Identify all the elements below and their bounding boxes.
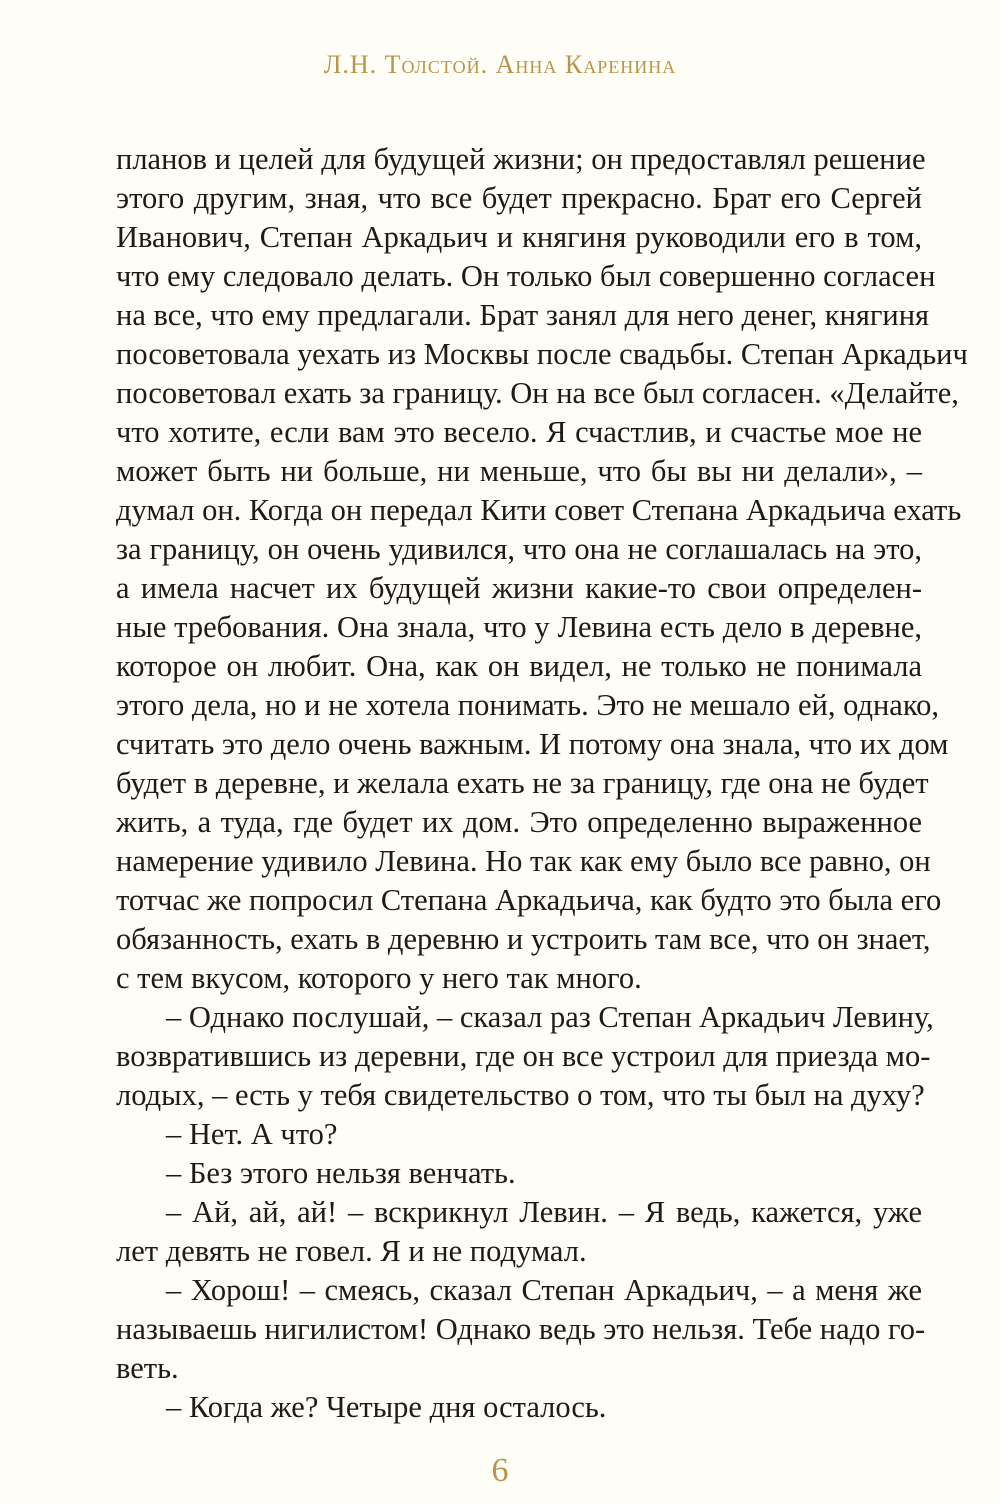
text-line: за границу, он очень удивился, что она не соглашалась на это, [116,532,922,566]
text-line: – Когда же? Четыре дня осталось. [166,1390,607,1424]
text-line: жить, а туда, где будет их дом. Это определенно выраженное [116,805,922,839]
text-line: лодых, – есть у тебя свидетельство о том, что ты был на духу? [116,1078,925,1112]
text-line: этого дела, но и не хотела понимать. Это не мешало ей, однако, [116,688,939,722]
body-text [116,140,968,1427]
text-line: – Без этого нельзя венчать. [166,1156,516,1190]
text-line: – Хорош! – смеясь, сказал Степан Аркадьич, – а меня же [166,1273,922,1307]
text-line: ные требования. Она знала, что у Левина есть дело в деревне, [116,610,922,644]
text-line: планов и целей для будущей жизни; он предоставлял решение [116,142,926,176]
text-line: посоветовал ехать за границу. Он на все был согласен. «Делайте, [116,376,959,410]
running-head: Л.Н. Толстой. Анна Каренина [323,50,677,79]
text-line: которое он любит. Она, как он видел, не только не понимала [116,649,922,683]
text-line: посоветовала уехать из Москвы после свадьбы. Степан Аркадьич [116,337,968,371]
text-line: возвратившись из деревни, где он все устроил для приезда мо- [116,1039,931,1073]
text-line: – Нет. А что? [166,1117,338,1151]
text-line: что хотите, если вам это весело. Я счастлив, и счастье мое не [116,415,922,449]
text-line: с тем вкусом, которого у него так много. [116,961,642,995]
text-line: Иванович, Степан Аркадьич и княгиня руководили его в том, [116,220,922,254]
text-line: а имела насчет их будущей жизни какие-то свои определен- [116,571,922,605]
text-line: считать это дело очень важным. И потому она знала, что их дом [116,727,949,761]
text-line: намерение удивило Левина. Но так как ему было все равно, он [116,844,931,878]
text-line: называешь нигилистом! Однако ведь это нельзя. Тебе надо го- [116,1312,926,1346]
text-line: что ему следовало делать. Он только был совершенно согласен [116,259,936,293]
text-line: тотчас же попросил Степана Аркадьича, как будто это была его [116,883,942,917]
text-line: – Ай, ай, ай! – вскрикнул Левин. – Я ведь, кажется, уже [166,1195,922,1229]
text-line: этого другим, зная, что все будет прекрасно. Брат его Сергей [116,181,922,215]
page-number: 6 [491,1452,509,1489]
text-line: может быть ни больше, ни меньше, что бы вы ни делали», – [116,454,922,488]
text-line: обязанность, ехать в деревню и устроить там все, что он знает, [116,922,931,956]
text-line: – Однако послушай, – сказал раз Степан Аркадьич Левину, [166,1000,934,1034]
text-line: веть. [116,1351,179,1385]
text-line: будет в деревне, и желала ехать не за границу, где она не будет [116,766,929,800]
text-line: лет девять не говел. Я и не подумал. [116,1234,587,1268]
text-line: думал он. Когда он передал Кити совет Степана Аркадьича ехать [116,493,962,527]
text-line: на все, что ему предлагали. Брат занял для него денег, княгиня [116,298,930,332]
